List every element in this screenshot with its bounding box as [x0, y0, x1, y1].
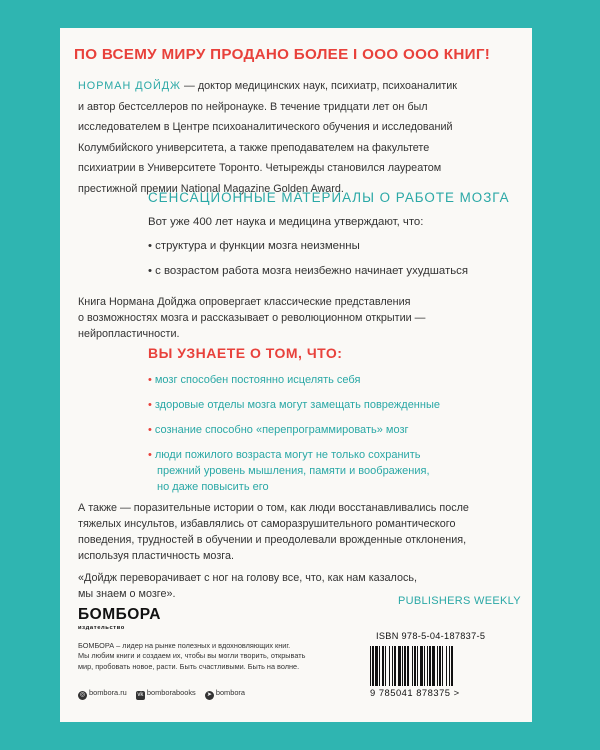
bio-line: престижной премии National Magazine Golden Award.	[78, 182, 344, 195]
publisher-description	[78, 641, 348, 672]
section-title-sensational: СЕНСАЦИОННЫЕ МАТЕРИАЛЫ О РАБОТЕ МОЗГА	[148, 190, 510, 205]
social-label: bomborabooks	[146, 688, 196, 697]
bullet-text: мозг способен постоянно исцелять себя	[154, 374, 361, 386]
sales-headline: ПО ВСЕМУ МИРУ ПРОДАНО БОЛЕЕ I ООО ООО КНИГ!	[74, 46, 491, 63]
list-item: • с возрастом работа мозга неизбежно начинает ухудшаться	[148, 265, 469, 277]
paragraph-line: Книга Нормана Дойджа опровергает классические представления	[78, 296, 411, 308]
bullet-text: сознание способно «перепрограммировать» мозг	[154, 424, 409, 436]
author-name: НОРМАН ДОЙДЖ	[78, 80, 182, 92]
list-item	[148, 397, 478, 413]
author-bio	[78, 76, 518, 199]
social-links	[78, 688, 252, 700]
social-link-vk[interactable]	[136, 688, 196, 697]
bio-line: — доктор медицинских наук, психиатр, психоаналитик	[181, 80, 458, 92]
list-item	[148, 372, 478, 388]
list-item: • структура и функции мозга неизменны	[148, 240, 360, 252]
bullet-text: здоровые отделы мозга могут замещать поврежденные	[154, 399, 440, 411]
bio-line: Колумбийского университета, а также преподавателем на факультете	[78, 141, 430, 154]
bullet-text: люди пожилого возраста могут не только сохранить	[154, 449, 421, 461]
instagram-icon: ◎	[79, 692, 86, 698]
publisher-logo: БОМБОРА	[78, 606, 161, 623]
quote-line: «Дойдж переворачивает с ног на голову все, что, как нам казалось,	[78, 572, 417, 584]
description-paragraph	[78, 294, 518, 342]
paragraph-line: используя пластичность мозга.	[78, 550, 234, 562]
list-item	[148, 422, 478, 438]
barcode-number: 9 785041 878375 >	[370, 687, 460, 698]
social-link-telegram[interactable]	[205, 688, 245, 697]
bullet-text: прежний уровень мышления, памяти и воображения,	[157, 465, 430, 477]
bio-line: психиатрии в Университете Торонто. Четырежды становился лауреатом	[78, 162, 442, 174]
publisher-line: Мы любим книги и создаем их, чтобы вы могли творить, открывать	[78, 651, 306, 661]
barcode-graphic	[368, 646, 490, 686]
stories-paragraph	[78, 500, 518, 564]
paragraph-line: тяжелых инсультов, избавлялись от саморазрушительного романтического	[78, 518, 456, 530]
quote-line: мы знаем о мозге».	[78, 588, 176, 600]
publisher-line: мир, пробовать новое, расти. Быть счастливыми. Быть на волне.	[78, 661, 300, 671]
publisher-line: БОМБОРА – лидер на рынке полезных и вдохновляющих книг.	[78, 641, 291, 650]
publisher-logo-subtitle: издательство	[78, 625, 125, 631]
isbn-label: ISBN 978-5-04-187837-5	[376, 631, 486, 641]
bullet-dot: •	[148, 424, 152, 436]
social-label: bombora.ru	[89, 688, 127, 697]
bullet-text: но даже повысить его	[157, 481, 269, 493]
social-link-site[interactable]	[78, 688, 127, 697]
bio-line: исследователем в Центре психоаналитического обучения и исследований	[78, 121, 453, 133]
paragraph-line: А также — поразительные истории о том, как люди восстанавливались после	[78, 502, 469, 514]
bio-line: и автор бестселлеров по нейронауке. В течение тридцати лет он был	[78, 100, 428, 113]
bullet-dot: •	[148, 449, 152, 461]
bullet-dot: •	[148, 374, 152, 386]
section-title-you-will-learn: ВЫ УЗНАЕТЕ О ТОМ, ЧТО:	[148, 345, 343, 361]
bullet-dot: •	[148, 399, 152, 411]
section-intro: Вот уже 400 лет наука и медицина утверждают, что:	[148, 216, 424, 228]
telegram-icon: ➤	[206, 692, 212, 698]
paragraph-line: нейропластичности.	[78, 328, 180, 340]
vk-icon: vk	[137, 692, 144, 698]
social-label: bombora	[215, 688, 245, 697]
paragraph-line: о возможностях мозга и рассказывает о революционном открытии —	[78, 312, 426, 324]
paragraph-line: поведения, трудностей в обучении и преодолевали врожденные отклонения,	[78, 534, 467, 546]
list-item	[148, 447, 478, 495]
quote-attribution: PUBLISHERS WEEKLY	[398, 595, 521, 607]
